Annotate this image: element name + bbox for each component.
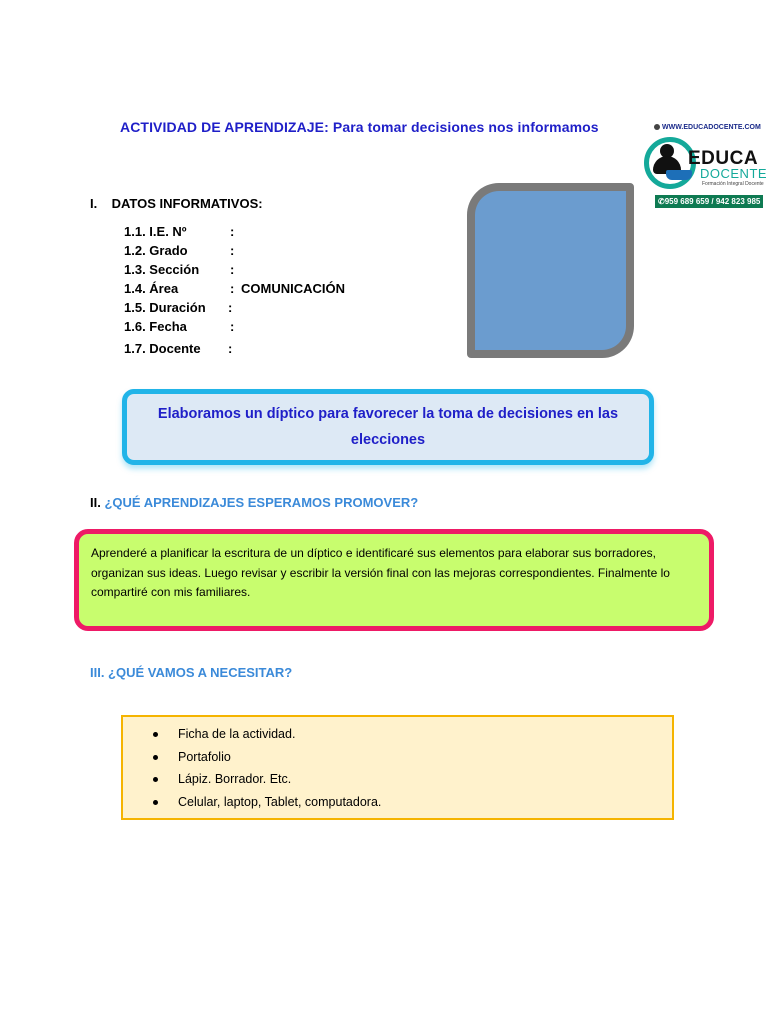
list-item: Portafolio [153,746,672,769]
aprendizajes-box [74,529,714,631]
page-title [120,119,599,135]
section-necesitar-heading: III. ¿QUÉ VAMOS A NECESITAR? [90,665,293,680]
materiales-list [153,723,672,813]
whatsapp-icon: ✆ [658,197,665,206]
bullet-icon [153,755,158,760]
bullet-icon [153,777,158,782]
list-item: Lápiz. Borrador. Etc. [153,768,672,791]
logo-website: WWW.EDUCADOCENTE.COM [654,124,761,131]
bullet-icon [153,800,158,805]
activity-banner [122,389,654,465]
educa-docente-logo [644,124,768,210]
logo-brand-top: EDUCA [688,148,759,169]
section-aprendizajes-heading: II. ¿QUÉ APRENDIZAJES ESPERAMOS PROMOVER? [90,495,419,510]
book-icon [666,170,692,180]
list-item: Celular, laptop, Tablet, computadora. [153,791,672,814]
logo-brand-bottom: DOCENTE [700,166,768,181]
list-item: Ficha de la actividad. [153,723,672,746]
section-datos-heading: I. DATOS INFORMATIVOS: [90,196,263,211]
aprendizajes-text: Aprenderé a planificar la escritura de un díptico e identificaré sus elementos para elaborar sus borradores, organizan sus ideas. Luego revisar y escribir la versión final con las mejoras correspondientes. Finalmente lo compartiré con mis familiares. [91,546,670,599]
materiales-box [121,715,674,820]
logo-phone: ✆959 689 659 / 942 823 985 [655,195,763,208]
title-text: Para tomar decisiones nos informamos [332,119,599,135]
title-prefix: ACTIVIDAD DE APRENDIZAJE: [120,119,329,135]
photo-frame [467,183,634,358]
logo-tagline: Formación Integral Docente [702,181,764,187]
globe-icon [654,124,660,130]
banner-text: Elaboramos un díptico para favorecer la toma de decisiones en las elecciones [157,406,619,448]
bullet-icon [153,732,158,737]
